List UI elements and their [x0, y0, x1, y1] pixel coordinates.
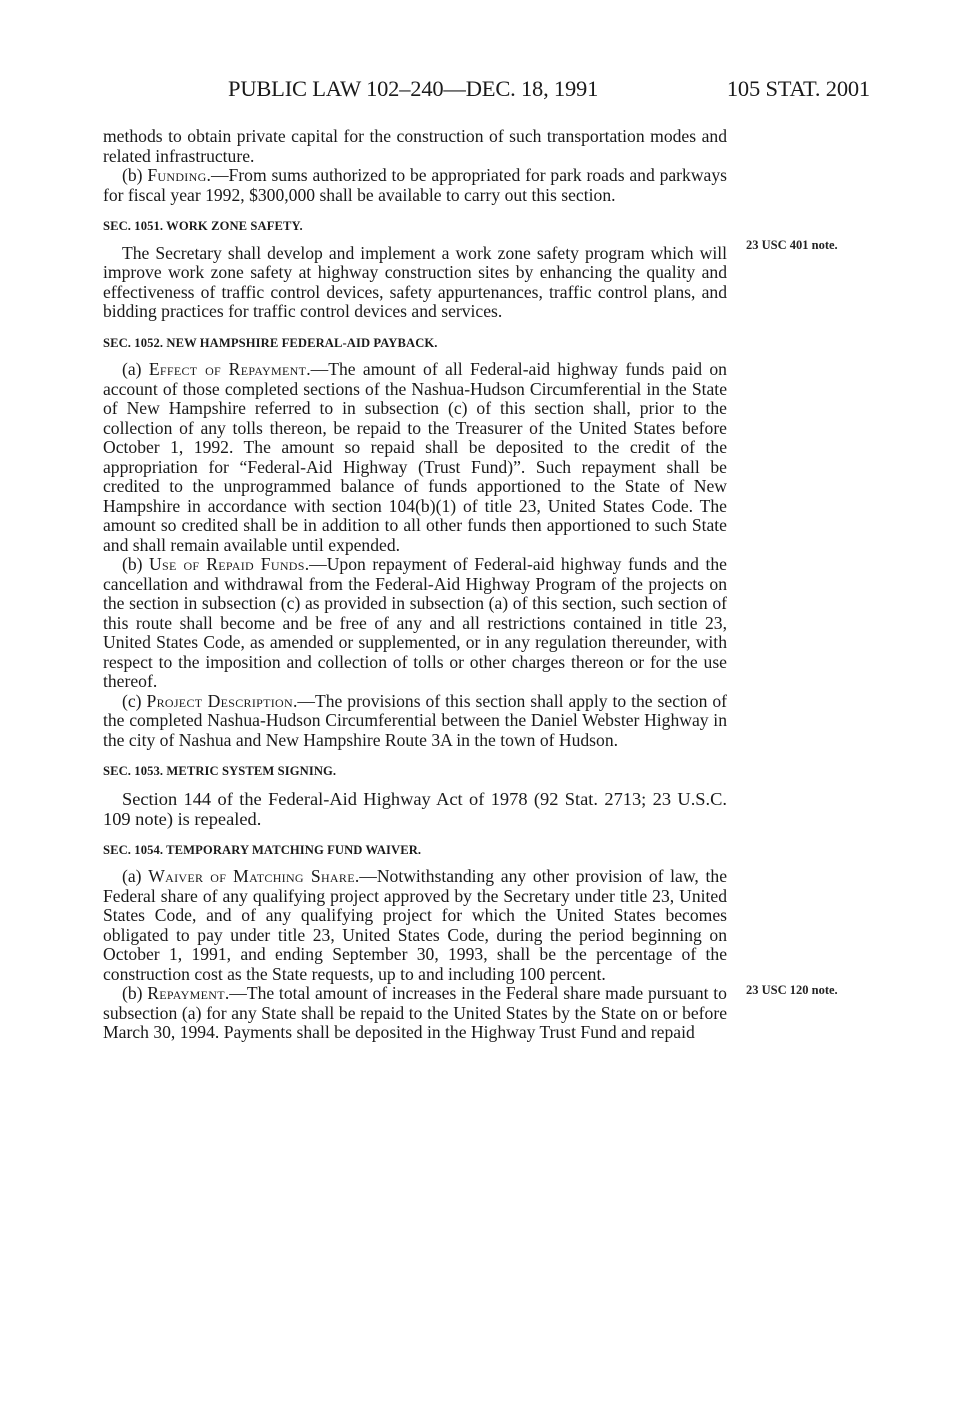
section-heading-1051: SEC. 1051. WORK ZONE SAFETY. — [103, 219, 303, 233]
section-heading-1053: SEC. 1053. METRIC SYSTEM SIGNING. — [103, 764, 337, 778]
subsection-label: (b) — [122, 983, 148, 1003]
subsection-text: .—Upon repayment of Federal-aid highway funds and the cancellation and withdrawal from the Federal-Aid Highway Program of the projects on the section in subsection (c) as provided in subsection (a) of this section, such section of this route shall become and be free of any and all restrictions contained in title 23, United States Code, as amended or supplemented, or in any regulation thereunder, with respect to the imposition and collection of tolls or other charges thereon or for the use thereof. — [103, 554, 727, 691]
section-heading-1052: SEC. 1052. NEW HAMPSHIRE FEDERAL-AID PAYBACK. — [103, 335, 438, 350]
subsection-a-waiver-of-matching-share — [103, 867, 727, 984]
subsection-a-effect-of-repayment — [103, 360, 727, 555]
header-page-ref: 105 STAT. 2001 — [726, 76, 870, 101]
subsection-label: (c) — [122, 690, 147, 711]
subsection-text: .—Notwithstanding any other provision of law, the Federal share of any qualifying project approved by the Secretary under title 23, United States Code, and of any qualifying project for which the United States becomes obligated to pay under title 23, United States Code, during the period beginning on October 1, 1991, and ending September 30, 1993, shall be the percentage of the construction cost as the State requests, up to and including 100 percent. — [103, 866, 728, 984]
subsection-text: .—The provisions of this section shall apply to the section of the completed Nashua-Hudson Circumferential between the Daniel Webster Highway in the city of Nashua and New Hampshire Route 3A in the town of Hudson. — [103, 690, 727, 750]
section-1051-text: The Secretary shall develop and implement a work zone safety program which will improve work zone safety at highway construction sites by enhancing the quality and effectiveness of traffic control devices, safety appurtenances, traffic control plans, and bidding practices for traffic control devices and services. — [103, 242, 727, 321]
subsection-b-funding — [103, 166, 727, 205]
subsection-caption: Effect of Repayment — [148, 359, 307, 379]
subsection-b-use-of-repaid-funds — [103, 555, 727, 692]
subsection-label: (a) — [122, 359, 149, 379]
section-heading-1054: SEC. 1054. TEMPORARY MATCHING FUND WAIVER. — [103, 842, 422, 857]
subsection-label: (b) — [122, 165, 148, 185]
page-header — [228, 76, 870, 106]
subsection-caption: Funding — [147, 165, 207, 185]
header-title: PUBLIC LAW 102–240—DEC. 18, 1991 — [228, 76, 599, 101]
subsection-text: .—The amount of all Federal-aid highway funds paid on account of those completed sections of the Nashua-Hudson Circumferential in the State of New Hampshire referred to in subsection (c) of this section shall, prior to the collection of any tolls thereon, be repaid to the Treasurer of the United States before October 1, 1992. The amount so repaid shall be deposited to the credit of the appropriation for “Federal-Aid Highway (Trust Fund)”. Such repayment shall be credited to the unprogrammed balance of funds apportioned to the State of New Hampshire in accordance with section 104(b)(1) of title 23, United States Code. The amount so credited shall be in addition to all other funds then apportioned to such State and shall remain available until expended. — [103, 359, 727, 555]
margin-note-sec-1051: 23 USC 401 note. — [746, 238, 838, 252]
subsection-b-repayment — [103, 984, 727, 1043]
subsection-caption: Use of Repaid Funds — [149, 554, 305, 574]
subsection-text: .—The total amount of increases in the Federal share made pursuant to subsection (a) for any State shall be repaid to the United States by the State on or before March 30, 1994. Payments shall be deposited in the Highway Trust Fund and repaid — [103, 983, 727, 1042]
subsection-text: .—From sums authorized to be appropriated for park roads and parkways for fiscal year 1992, $300,000 shall be available to carry out this section. — [103, 165, 727, 205]
subsection-caption: Repayment — [147, 983, 225, 1003]
margin-note-sec-1054: 23 USC 120 note. — [746, 983, 838, 997]
subsection-caption: Project Description — [146, 690, 293, 711]
subsection-label: (b) — [122, 554, 150, 574]
subsection-label: (a) — [122, 866, 149, 886]
section-1053-text: Section 144 of the Federal-Aid Highway Act of 1978 (92 Stat. 2713; 23 U.S.C. 109 note) is repealed. — [103, 788, 727, 829]
subsection-c-project-description — [103, 692, 727, 751]
body-text — [103, 127, 727, 1043]
subsection-caption: Waiver of Matching Share — [148, 866, 355, 886]
paragraph-continued: methods to obtain private capital for the construction of such transportation modes and related infrastructure. — [103, 126, 727, 166]
